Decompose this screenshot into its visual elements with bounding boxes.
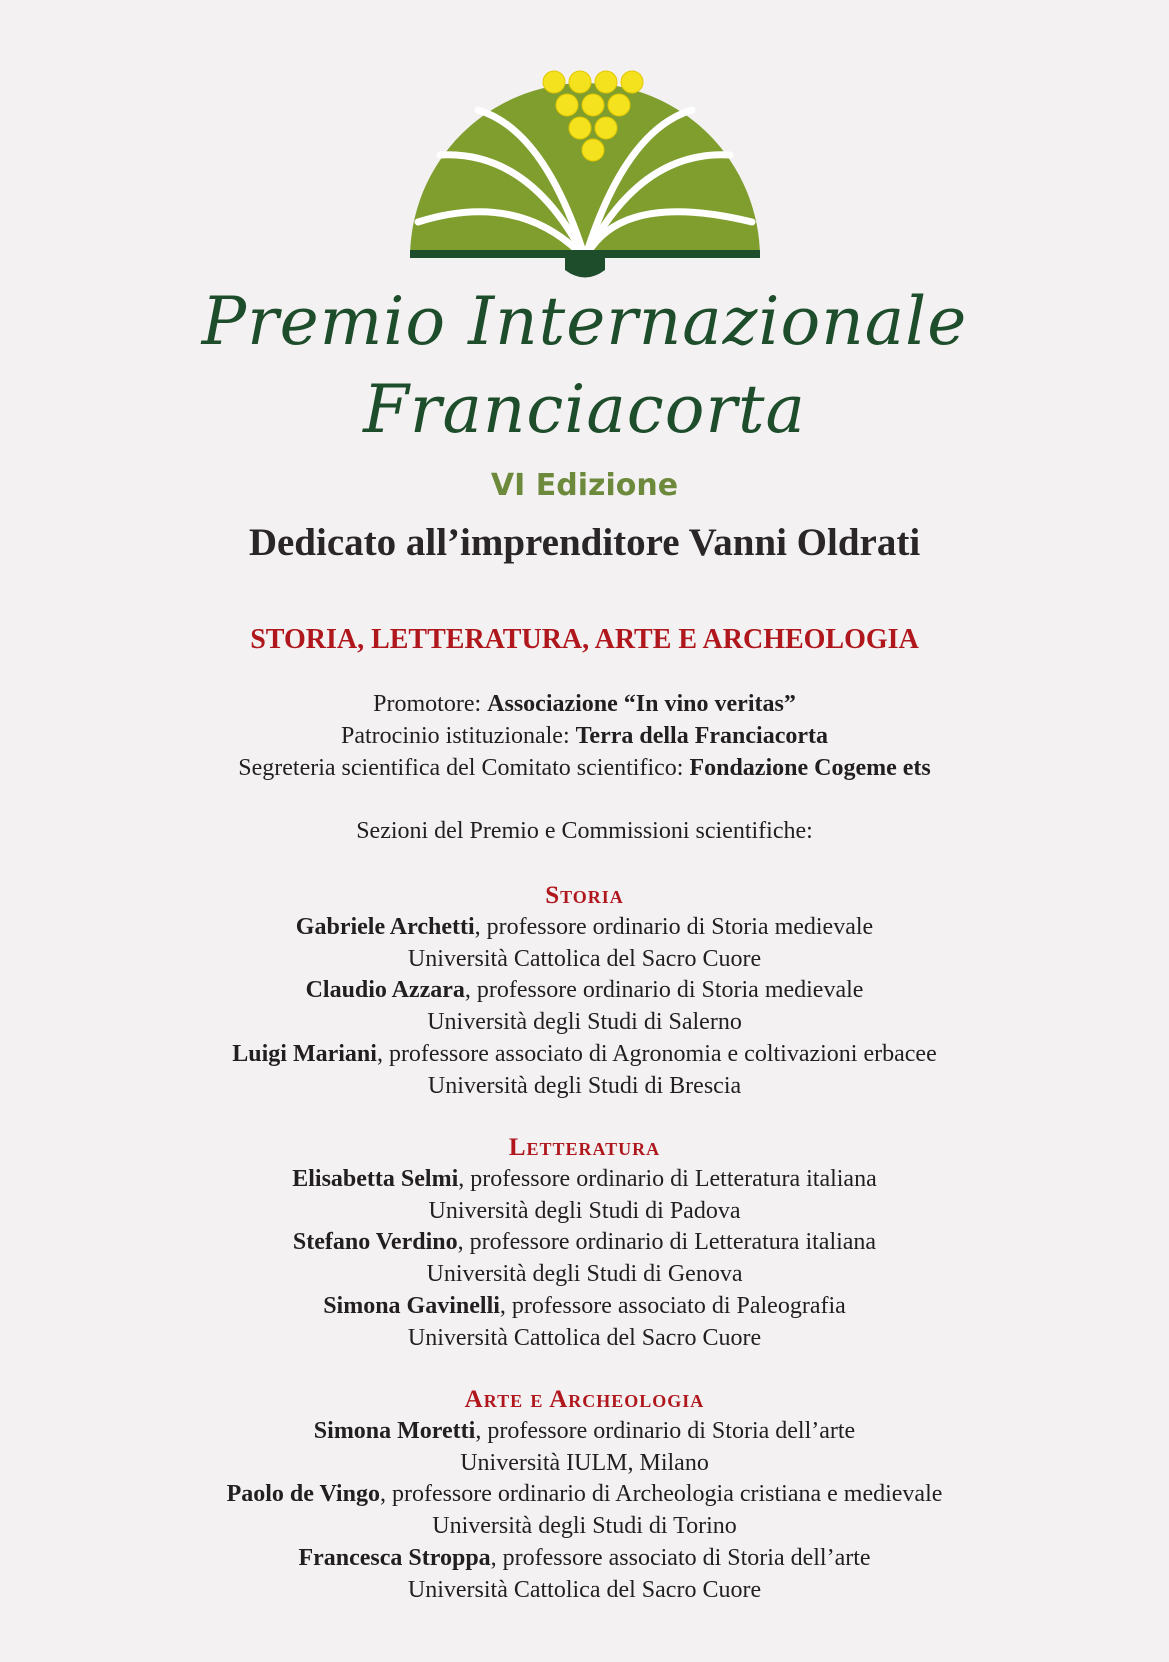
grape-vine-book-logo-icon [0,0,1169,300]
member-line: Francesca Stroppa, professore associato di Storia dell’arte [298,1544,871,1571]
prize-title-line-2: Franciacorta [363,371,806,448]
member-line: Simona Moretti, professore ordinario di Storia dell’arte [313,1417,856,1444]
member-affiliation: Università Cattolica del Sacro Cuore [407,1576,762,1603]
member-line: Stefano Verdino, professore ordinario di Letteratura italiana [292,1229,877,1256]
edition-label: VI Edizione [490,468,679,503]
member-name: Stefano Verdino [292,1229,458,1256]
member-name: Simona Gavinelli [323,1292,500,1319]
patronage-line: Patrocinio istituzionale: Terra della Franciacorta [341,722,828,749]
member-affiliation: Università IULM, Milano [460,1449,709,1476]
section-storia [0,880,1169,1103]
prize-title-line-1: Premio Internazionale [201,283,968,360]
secretariat-line: Segreteria scientifica del Comitato scientifico: Fondazione Cogeme ets [238,754,931,781]
organizers-info [0,689,1169,784]
member-affiliation: Università Cattolica del Sacro Cuore [407,1324,762,1351]
member-name: Francesca Stroppa [298,1544,491,1571]
member-line: Paolo de Vingo, professore ordinario di Archeologia cristiana e medievale [226,1481,943,1508]
member-affiliation: Università degli Studi di Brescia [427,1072,742,1099]
section-heading: Storia [545,882,624,909]
member-affiliation: Università degli Studi di Padova [428,1197,741,1224]
member-affiliation: Università degli Studi di Salerno [427,1009,742,1036]
member-line: Gabriele Archetti, professore ordinario di Storia medievale [295,913,874,940]
member-name: Claudio Azzara [305,977,465,1004]
member-line: Simona Gavinelli, professore associato di Paleografia [323,1292,846,1319]
dedication: Dedicato all’imprenditore Vanni Oldrati [248,521,921,564]
category-heading: STORIA, LETTERATURA, ARTE E ARCHEOLOGIA [250,624,919,655]
section-heading: Letteratura [508,1134,661,1161]
member-name: Luigi Mariani [232,1040,377,1067]
patronage-name: Terra della Franciacorta [575,722,828,749]
member-affiliation: Università degli Studi di Genova [426,1261,743,1288]
section-heading: Arte e Archeologia [464,1386,705,1413]
member-line: Elisabetta Selmi, professore ordinario di Letteratura italiana [292,1165,877,1192]
section-letteratura [0,1132,1169,1355]
member-affiliation: Università degli Studi di Torino [432,1513,737,1540]
promoter-name: Associazione “In vino veritas” [487,691,796,717]
member-name: Elisabetta Selmi [292,1165,459,1192]
member-line: Claudio Azzara, professore ordinario di Storia medievale [305,977,864,1004]
member-name: Paolo de Vingo [226,1481,380,1508]
member-affiliation: Università Cattolica del Sacro Cuore [407,945,762,972]
member-line: Luigi Mariani, professore associato di Agronomia e coltivazioni erbacee [232,1040,937,1067]
promoter-line: Promotore: Associazione “In vino veritas” [373,691,796,717]
member-name: Gabriele Archetti [295,913,475,940]
member-name: Simona Moretti [313,1417,476,1444]
secretariat-name: Fondazione Cogeme ets [689,754,931,781]
section-arte-archeologia [0,1384,1169,1607]
sections-intro: Sezioni del Premio e Commissioni scientifiche: [356,818,813,844]
